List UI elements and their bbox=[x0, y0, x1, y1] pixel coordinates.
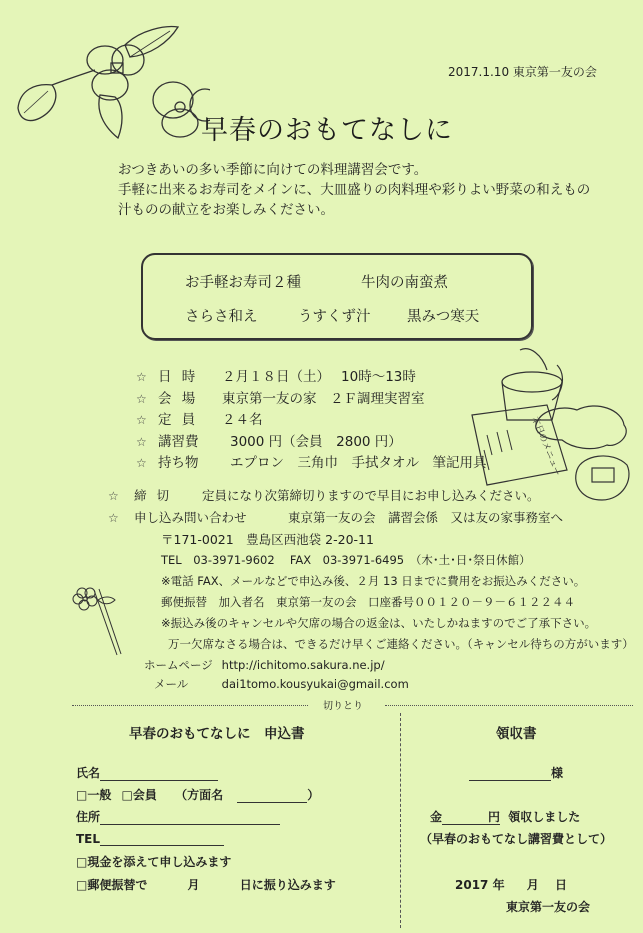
detail-value: エプロン 三角巾 手拭タオル 筆記用具 bbox=[230, 455, 487, 471]
menu-item: さらさ和え bbox=[185, 309, 258, 325]
receipt-name-row bbox=[469, 764, 563, 781]
detail-label: 持ち物 bbox=[158, 455, 199, 471]
detail-label: 会 場 bbox=[158, 390, 199, 407]
contact-section bbox=[108, 485, 634, 692]
cut-line bbox=[72, 705, 308, 706]
intro-line: おつきあいの多い季節に向けての料理講習会です。 bbox=[118, 162, 428, 178]
cash-option[interactable]: □現金を添えて申し込みます bbox=[76, 855, 232, 869]
membership-row bbox=[76, 786, 319, 803]
menu-item: うすくず汁 bbox=[298, 309, 371, 325]
detail-value: ２４名 bbox=[222, 412, 263, 428]
star-icon: ☆ bbox=[108, 511, 119, 525]
transfer-option-label: □郵便振替で bbox=[76, 878, 148, 892]
contact-value: 東京第一友の会 講習会係 又は友の家事務室へ bbox=[287, 510, 563, 525]
mail-row bbox=[108, 676, 634, 692]
name-field[interactable] bbox=[76, 764, 218, 781]
detail-row-capacity bbox=[136, 410, 487, 432]
tel-fax: TEL 03-3971-9602 FAX 03-3971-6495 （木･土･日･祭日休館） bbox=[161, 553, 531, 567]
amount-suffix: 円 bbox=[488, 810, 501, 824]
detail-label: 定 員 bbox=[158, 412, 199, 428]
name-label: 氏名 bbox=[76, 766, 101, 780]
mail-label: メール bbox=[154, 677, 189, 691]
transfer-month: 月 bbox=[187, 878, 200, 892]
detail-row-datetime bbox=[136, 367, 487, 389]
receipt-month: 月 bbox=[526, 878, 539, 892]
menu-item: 黒みつ寒天 bbox=[407, 309, 480, 325]
cut-label: 切りとり bbox=[323, 701, 363, 712]
receipt-title: 領収書 bbox=[496, 726, 537, 742]
name-blank[interactable] bbox=[100, 766, 218, 781]
menu-item: 牛肉の南蛮煮 bbox=[361, 275, 448, 291]
receipt-date bbox=[455, 876, 567, 893]
date-organization: 2017.1.10 東京第一友の会 bbox=[448, 65, 597, 79]
vertical-cut-line bbox=[400, 713, 401, 928]
tel-blank[interactable] bbox=[100, 831, 224, 846]
contact-label: 申し込み問い合わせ bbox=[133, 510, 247, 525]
camellia-illustration bbox=[10, 15, 210, 150]
transfer-option[interactable] bbox=[76, 876, 336, 893]
area-blank[interactable] bbox=[237, 788, 307, 803]
receipt-purpose: （早春のおもてなし講習費として） bbox=[420, 832, 613, 846]
intro-text bbox=[118, 160, 590, 220]
deadline-row bbox=[108, 485, 634, 507]
honorific: 様 bbox=[551, 766, 564, 780]
receipt-day: 日 bbox=[554, 878, 567, 892]
intro-line: 汁ものの献立をお楽しみください。 bbox=[118, 202, 334, 218]
star-icon: ☆ bbox=[136, 370, 147, 384]
address-blank[interactable] bbox=[100, 810, 280, 825]
amount-prefix: 金 bbox=[430, 810, 443, 824]
homepage-label: ホームページ bbox=[144, 658, 213, 672]
receipt-issuer: 東京第一友の会 bbox=[506, 900, 591, 914]
amount-blank bbox=[442, 810, 488, 825]
cancel-note: 万一欠席なさる場合は、できるだけ早くご連絡ください。（キャンセル待ちの方がいます） bbox=[168, 637, 634, 651]
amount-row bbox=[430, 808, 580, 825]
menu-box bbox=[141, 253, 533, 340]
area-label: （方面名 bbox=[175, 788, 224, 802]
detail-row-bring bbox=[136, 453, 487, 475]
cut-line bbox=[385, 705, 633, 706]
address-field[interactable] bbox=[76, 808, 280, 825]
detail-value: 東京第一友の家 ２Ｆ調理実習室 bbox=[222, 390, 425, 407]
detail-label: 日 時 bbox=[158, 369, 199, 385]
menu-item: お手軽お寿司２種 bbox=[185, 275, 301, 291]
general-checkbox[interactable]: □一般 bbox=[76, 788, 112, 802]
transfer-day-label: 日に振り込みます bbox=[239, 878, 336, 892]
intro-line: 手軽に出来るお寿司をメインに、大皿盛りの肉料理や彩りよい野菜の和えもの bbox=[118, 182, 591, 198]
received-text: 領収しました bbox=[508, 810, 581, 824]
address-label: 住所 bbox=[76, 810, 101, 824]
member-checkbox[interactable]: □会員 bbox=[121, 788, 157, 802]
tel-label: TEL bbox=[76, 832, 101, 846]
application-form-title: 早春のおもてなしに 申込書 bbox=[129, 726, 305, 742]
receipt-year: 2017 年 bbox=[455, 878, 505, 892]
mail-link[interactable]: dai1tomo.kousyukai@gmail.com bbox=[221, 677, 409, 691]
receipt-name-blank bbox=[469, 766, 551, 781]
detail-row-venue bbox=[136, 389, 487, 411]
payment-note: ※電話 FAX、メールなどで申込み後、２月 13 日までに費用をお振込みください。 bbox=[161, 574, 586, 588]
postal-transfer-info: 郵便振替 加入者名 東京第一友の会 口座番号００１２０－９－６１２２４４ bbox=[161, 595, 575, 609]
page-title: 早春のおもてなしに bbox=[201, 115, 453, 146]
event-details bbox=[136, 367, 487, 475]
deadline-value: 定員になり次第締切りますので早目にお申し込みください。 bbox=[201, 488, 540, 503]
contact-row bbox=[108, 507, 634, 529]
star-icon: ☆ bbox=[136, 413, 147, 427]
detail-value: 3000 円（会員 2800 円） bbox=[230, 433, 402, 450]
detail-label: 講習費 bbox=[158, 433, 199, 450]
postal-address: 〒171-0021 豊島区西池袋 2-20-11 bbox=[161, 532, 374, 547]
detail-row-fee bbox=[136, 432, 487, 454]
star-icon: ☆ bbox=[136, 456, 147, 470]
detail-value: ２月１８日（土） 10時〜13時 bbox=[222, 369, 416, 385]
homepage-link[interactable]: http://ichitomo.sakura.ne.jp/ bbox=[221, 658, 385, 672]
tel-field[interactable] bbox=[76, 831, 224, 846]
refund-note: ※振込み後のキャンセルや欠席の場合の返金は、いたしかねますのでご了承下さい。 bbox=[161, 616, 597, 630]
menu-card-text: 本日のメニュー bbox=[529, 415, 563, 478]
star-icon: ☆ bbox=[108, 489, 119, 503]
star-icon: ☆ bbox=[136, 434, 147, 449]
deadline-label: 締 切 bbox=[133, 488, 172, 503]
star-icon: ☆ bbox=[136, 391, 147, 406]
area-close: ） bbox=[307, 788, 320, 802]
homepage-row bbox=[108, 655, 634, 676]
